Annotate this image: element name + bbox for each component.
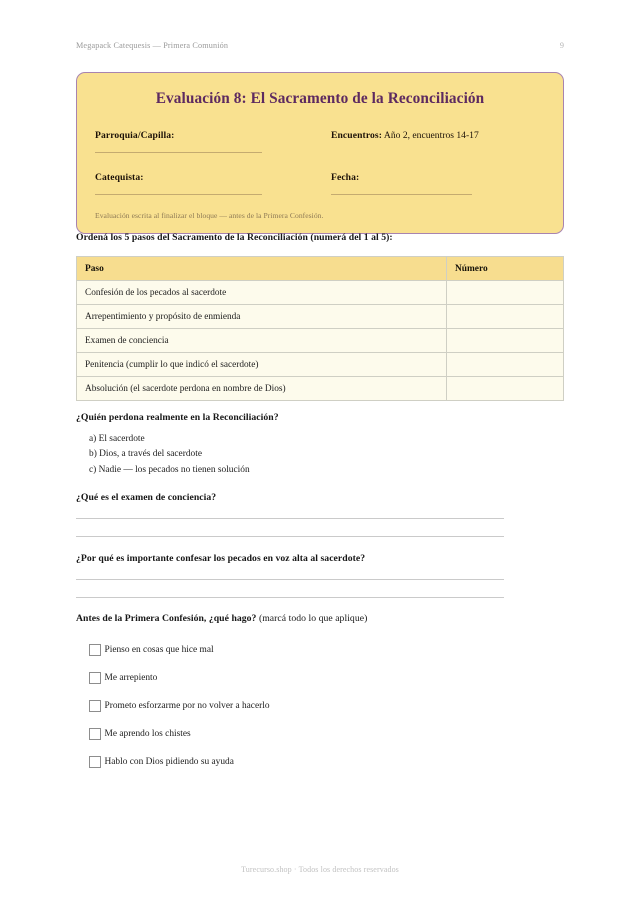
list-item[interactable]: [89, 720, 367, 748]
step-text: Absolución (el sacerdote perdona en nombre de Dios): [77, 377, 447, 401]
field-parroquia-input[interactable]: [95, 152, 262, 153]
order-task-table: [76, 256, 564, 401]
field-catequista-input[interactable]: [95, 194, 262, 195]
checkbox-icon[interactable]: [89, 700, 101, 712]
column-header-numero: Número: [447, 257, 564, 281]
open-question-1: [76, 492, 564, 537]
table-row: [77, 281, 564, 305]
open-question-1-prompt: ¿Qué es el examen de conciencia?: [76, 492, 217, 503]
step-number-input[interactable]: [447, 281, 564, 305]
field-fecha-input[interactable]: [331, 194, 472, 195]
multiple-choice-prompt: ¿Quién perdona realmente en la Reconciliación?: [76, 412, 279, 423]
checklist-prompt-hint: (marcá todo lo que aplique): [256, 613, 368, 624]
open-question-2-prompt: ¿Por qué es importante confesar los pecados en voz alta al sacerdote?: [76, 553, 366, 564]
page-number: 9: [559, 41, 564, 50]
checklist-prompt: [76, 613, 367, 624]
field-catequista: [95, 167, 309, 209]
checklist-question: [76, 613, 367, 776]
field-encuentros-label: Encuentros:: [331, 130, 383, 141]
order-task-prompt: Ordená los 5 pasos del Sacramento de la Reconciliación (numerá del 1 al 5):: [76, 232, 393, 243]
running-head-title: Megapack Catequesis — Primera Comunión: [76, 41, 229, 50]
step-text: Penitencia (cumplir lo que indicó el sacerdote): [77, 353, 447, 377]
checkbox-icon[interactable]: [89, 672, 101, 684]
list-item[interactable]: [89, 664, 367, 692]
field-fecha-label: Fecha:: [331, 172, 360, 183]
running-head: [76, 41, 564, 50]
table-header-row: [77, 257, 564, 281]
field-encuentros-value: Año 2, encuentros 14-17: [382, 130, 479, 141]
table-row: [77, 377, 564, 401]
field-parroquia-label: Parroquia/Capilla:: [95, 130, 175, 141]
evaluation-header-card: [76, 72, 564, 234]
checkbox-icon[interactable]: [89, 644, 101, 656]
checklist-items: [76, 636, 367, 776]
table-row: [77, 305, 564, 329]
checklist-item-label: Me aprendo los chistes: [104, 729, 191, 739]
evaluation-fields: [95, 125, 545, 209]
mc-option-a[interactable]: a) El sacerdote: [89, 434, 145, 444]
step-text: Examen de conciencia: [77, 329, 447, 353]
list-item[interactable]: [89, 692, 367, 720]
checkbox-icon[interactable]: [89, 756, 101, 768]
step-number-input[interactable]: [447, 353, 564, 377]
open-question-2: [76, 553, 564, 598]
field-catequista-label: Catequista:: [95, 172, 144, 183]
checklist-item-label: Me arrepiento: [104, 673, 158, 683]
step-number-input[interactable]: [447, 329, 564, 353]
evaluation-note: Evaluación escrita al finalizar el bloque — antes de la Primera Confesión.: [95, 211, 324, 220]
page-footer: Turecurso.shop · Todos los derechos reservados: [241, 865, 399, 874]
checklist-prompt-bold: Antes de la Primera Confesión, ¿qué hago?: [76, 613, 257, 624]
table-row: [77, 353, 564, 377]
column-header-paso: Paso: [77, 257, 447, 281]
step-number-input[interactable]: [447, 377, 564, 401]
checkbox-icon[interactable]: [89, 728, 101, 740]
open-question-1-line-2[interactable]: [76, 536, 504, 537]
mc-option-b[interactable]: b) Dios, a través del sacerdote: [89, 449, 202, 460]
evaluation-title: Evaluación 8: El Sacramento de la Reconciliación: [155, 90, 485, 107]
list-item[interactable]: [89, 748, 367, 776]
table-row: [77, 329, 564, 353]
open-question-2-line-2[interactable]: [76, 597, 504, 598]
multiple-choice-question: [76, 412, 279, 478]
step-text: Confesión de los pecados al sacerdote: [77, 281, 447, 305]
field-parroquia: [95, 125, 309, 167]
checklist-item-label: Hablo con Dios pidiendo su ayuda: [104, 757, 234, 767]
mc-option-c[interactable]: c) Nadie — los pecados no tienen solución: [89, 464, 250, 475]
checklist-item-label: Prometo esforzarme por no volver a hacerlo: [104, 701, 270, 711]
step-number-input[interactable]: [447, 305, 564, 329]
field-fecha: [331, 167, 545, 209]
field-encuentros: [331, 125, 545, 167]
step-text: Arrepentimiento y propósito de enmienda: [77, 305, 447, 329]
multiple-choice-options: [76, 432, 279, 478]
open-question-1-line-1[interactable]: [76, 518, 504, 519]
checklist-item-label: Pienso en cosas que hice mal: [104, 645, 214, 655]
open-question-2-line-1[interactable]: [76, 579, 504, 580]
list-item[interactable]: [89, 636, 367, 664]
